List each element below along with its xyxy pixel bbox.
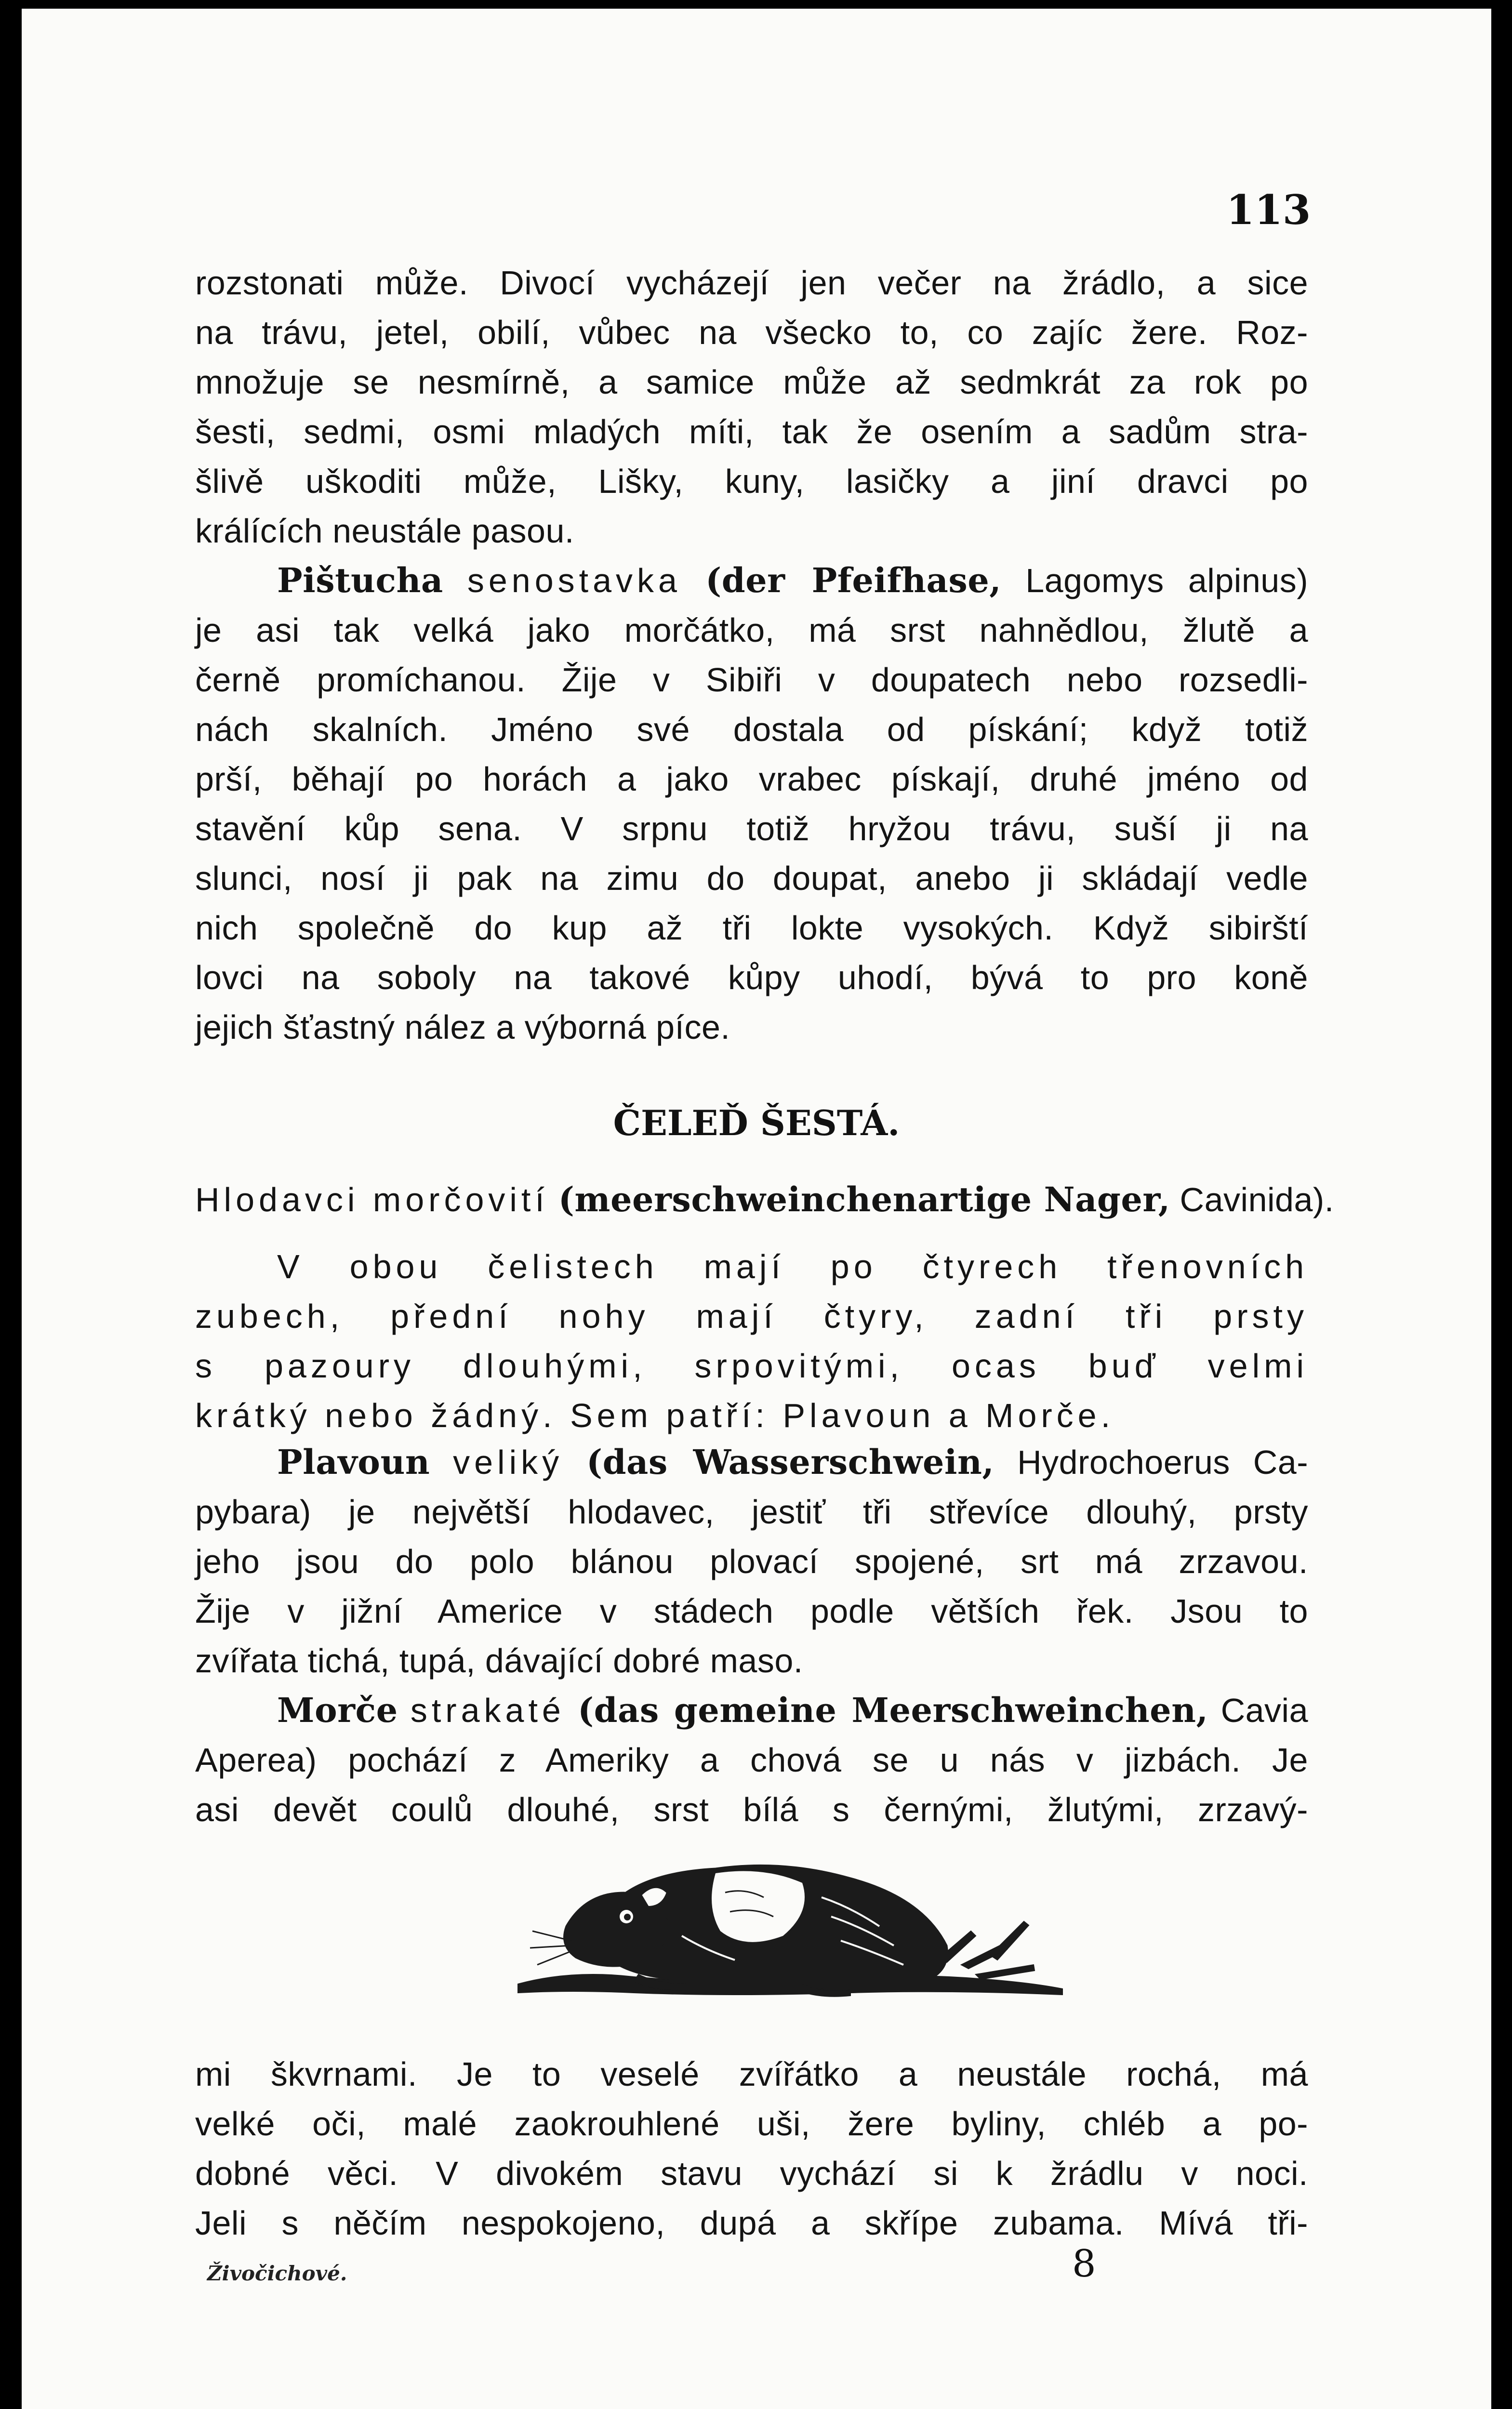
latin-name: Cavinida). xyxy=(1180,1181,1334,1218)
species-epithet: senostavka xyxy=(467,562,681,599)
text-line: zubech, přední nohy mají čtyry, zadní tři prsty xyxy=(195,1297,1308,1335)
german-name: (das Wasserschwein, xyxy=(586,1442,995,1482)
paragraph-plavoun xyxy=(195,1437,1308,1686)
text-line-first xyxy=(195,1437,1308,1487)
book-page xyxy=(22,9,1491,2409)
text-line: Aperea) pochází z Ameriky a chová se u nás v jizbách. Je xyxy=(195,1741,1308,1779)
text-line: lovci na soboly na takové kůpy uhodí, bývá to pro koně xyxy=(195,959,1308,996)
text-line: černě promíchanou. Žije v Sibiři v doupatech nebo rozsedli- xyxy=(195,661,1308,699)
text-line: mi škvrnami. Je to veselé zvířátko a neustále rochá, má xyxy=(195,2055,1308,2093)
text-line: pybara) je největší hlodavec, jestiť tři střevíce dlouhý, prsty xyxy=(195,1493,1308,1531)
guinea-pig-illustration xyxy=(513,1840,1072,2013)
text-line: jejich šťastný nález a výborná píce. xyxy=(195,1008,730,1046)
text-line: množuje se nesmírně, a samice může až sedmkrát za rok po xyxy=(195,363,1308,401)
species-name: Morče xyxy=(277,1690,398,1730)
paragraph-morce xyxy=(195,1685,1308,1835)
paragraph-morce-continued xyxy=(195,2050,1308,2248)
species-name: Plavoun xyxy=(277,1442,430,1482)
text-line: s pazoury dlouhými, srpovitými, ocas buď velmi xyxy=(195,1347,1308,1385)
text-line: králících neustále pasou. xyxy=(195,512,574,550)
text-line: krátký nebo žádný. Sem patří: Plavoun a Morče. xyxy=(195,1397,1115,1434)
section-heading: ČELEĎ ŠESTÁ. xyxy=(613,1102,900,1143)
text-line: nich společně do kup až tři lokte vysokých. Když sibirští xyxy=(195,909,1308,947)
text-line: Jeli s něčím nespokojeno, dupá a skřípe zubama. Mívá tři- xyxy=(195,2204,1308,2242)
species-name: Pištucha xyxy=(277,560,443,600)
german-name: (der Pfeifhase, xyxy=(705,560,1002,600)
text-line-first xyxy=(195,1685,1308,1735)
species-epithet: veliký xyxy=(453,1443,564,1481)
text-line: je asi tak velká jako morčátko, má srst nahnědlou, žlutě a xyxy=(195,611,1308,649)
german-name: (meerschweinchenartige Nager, xyxy=(558,1179,1170,1219)
paragraph-family-description xyxy=(195,1242,1308,1441)
latin-name: Cavia xyxy=(1220,1692,1309,1729)
text-line: dobné věci. V divokém stavu vychází si k žrádlu v noci. xyxy=(195,2155,1308,2192)
paragraph-pistucha xyxy=(195,556,1308,1052)
paragraph-continuation xyxy=(195,258,1308,556)
latin-name: Lagomys alpinus) xyxy=(1025,562,1309,599)
text-line: šlivě uškoditi může, Lišky, kuny, lasičky a jiní dravci po xyxy=(195,463,1308,500)
text-line: prší, běhají po horách a jako vrabec pískají, druhé jméno od xyxy=(195,760,1308,798)
page-number: 113 xyxy=(1226,186,1311,234)
signature-mark: 8 xyxy=(1072,2242,1096,2286)
text-line: V obou čelistech mají po čtyrech třenovních xyxy=(277,1248,1308,1285)
text-line: na trávu, jetel, obilí, vůbec na všecko to, co zajíc žere. Roz- xyxy=(195,314,1308,351)
text-line: jeho jsou do polo blánou plovací spojené, srt má zrzavou. xyxy=(195,1543,1308,1580)
text-line xyxy=(195,1175,1334,1225)
text-line: nách skalních. Jméno své dostala od pískání; když totiž xyxy=(195,711,1308,748)
latin-name: Hydrochoerus Ca- xyxy=(1017,1443,1309,1481)
german-name: (das gemeine Meerschweinchen, xyxy=(577,1690,1208,1730)
text-line: velké oči, malé zaokrouhlené uši, žere byliny, chléb a po- xyxy=(195,2105,1308,2143)
text-line: šesti, sedmi, osmi mladých míti, tak že osením a sadům stra- xyxy=(195,413,1308,450)
text-line: Žije v jižní Americe v stádech podle větších řek. Jsou to xyxy=(195,1592,1308,1630)
footer-title: Živočichové. xyxy=(207,2262,347,2285)
text-line: asi devět coulů dlouhé, srst bílá s černými, žlutými, zrzavý- xyxy=(195,1791,1308,1828)
text-line: rozstonati může. Divocí vycházejí jen večer na žrádlo, a sice xyxy=(195,264,1308,302)
text-line: zvířata tichá, tupá, dávající dobré maso. xyxy=(195,1642,803,1680)
family-line xyxy=(195,1175,1334,1225)
text-line: stavění kůp sena. V srpnu totiž hryžou trávu, suší ji na xyxy=(195,810,1308,847)
family-name: Hlodavci morčovití xyxy=(195,1181,549,1218)
text-line-first xyxy=(195,556,1308,606)
text-line: slunci, nosí ji pak na zimu do doupat, anebo ji skládají vedle xyxy=(195,860,1308,897)
species-epithet: strakaté xyxy=(410,1692,565,1729)
scan-border xyxy=(1493,0,1512,2409)
